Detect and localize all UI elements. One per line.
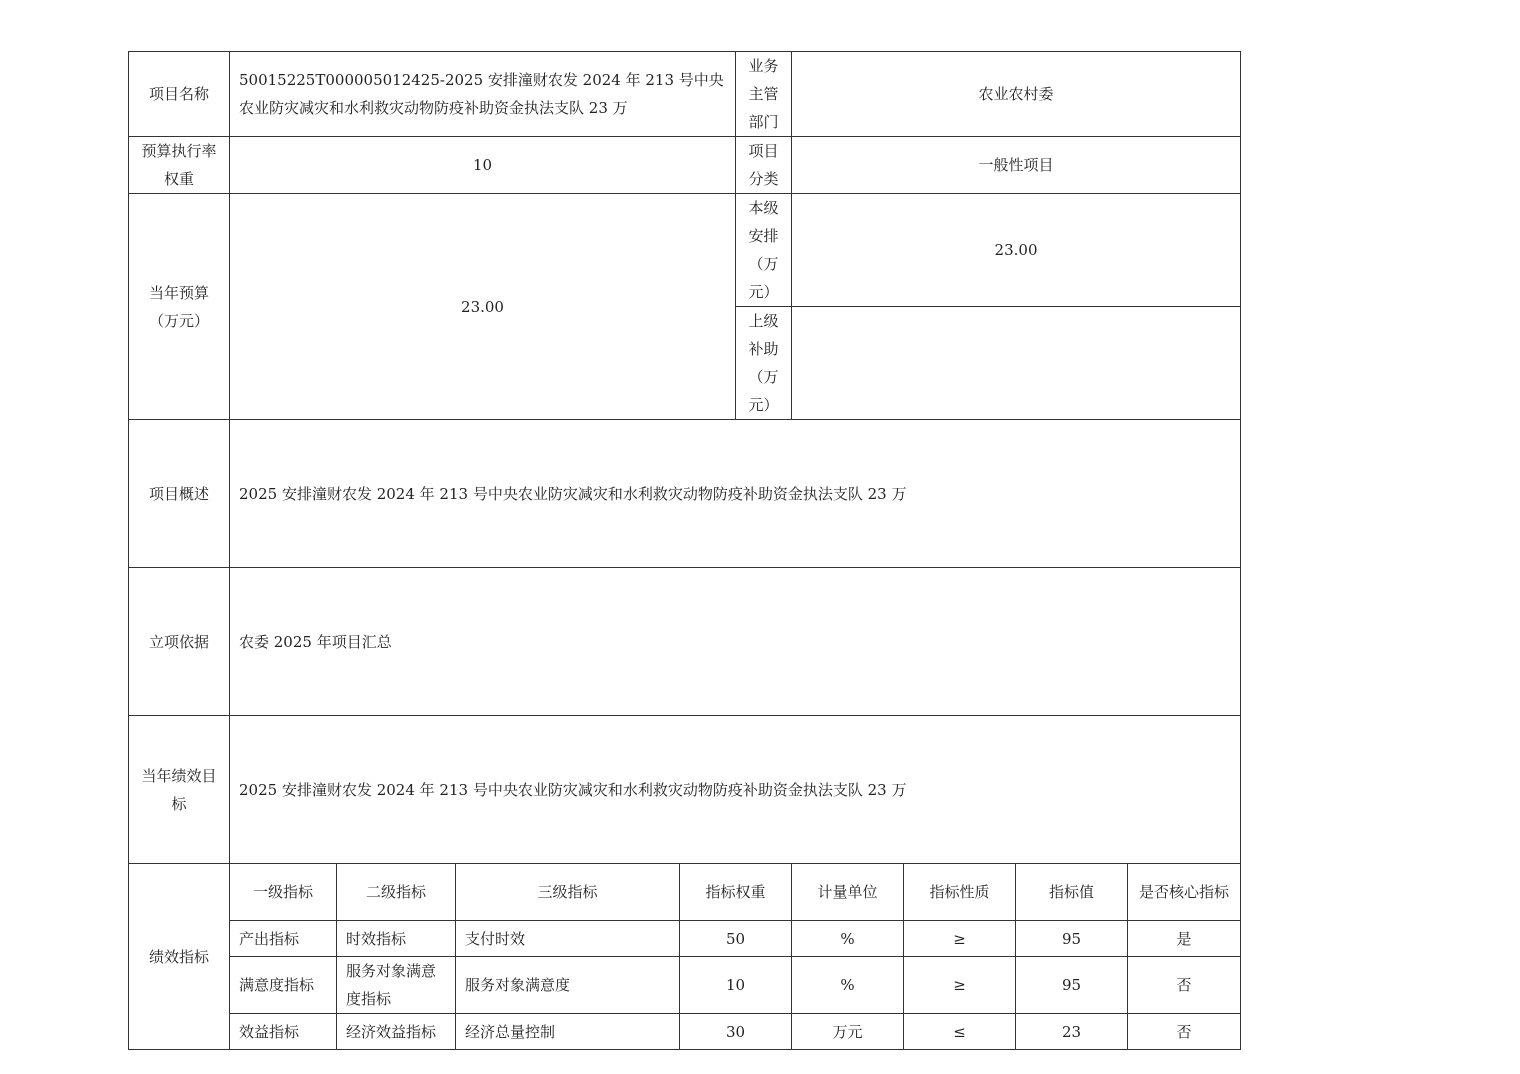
header-core: 是否核心指标 bbox=[1128, 864, 1241, 921]
value-annual-goal: 2025 安排潼财农发 2024 年 213 号中央农业防灾减灾和水利救灾动物防疫补助资金执法支队 23 万 bbox=[230, 716, 1241, 864]
header-value: 指标值 bbox=[1016, 864, 1128, 921]
label-department: 业务主管部门 bbox=[736, 52, 792, 137]
value-category: 一般性项目 bbox=[792, 137, 1241, 194]
value-local-arrangement: 23.00 bbox=[792, 194, 1241, 307]
indicator-row bbox=[129, 1014, 1241, 1050]
indicator-row bbox=[129, 957, 1241, 1014]
cell-unit: % bbox=[792, 921, 904, 957]
row-project-name bbox=[129, 52, 1241, 137]
cell-core: 是 bbox=[1128, 921, 1241, 957]
row-basis bbox=[129, 568, 1241, 716]
value-upper-subsidy bbox=[792, 307, 1241, 420]
label-upper-subsidy: 上级补助（万元） bbox=[736, 307, 792, 420]
cell-nature: ≤ bbox=[904, 1014, 1016, 1050]
cell-value: 95 bbox=[1016, 921, 1128, 957]
header-nature: 指标性质 bbox=[904, 864, 1016, 921]
row-annual-goal bbox=[129, 716, 1241, 864]
label-current-budget: 当年预算（万元） bbox=[129, 194, 230, 420]
header-level3: 三级指标 bbox=[456, 864, 680, 921]
cell-nature: ≥ bbox=[904, 957, 1016, 1014]
project-table-sheet bbox=[128, 51, 1240, 1050]
value-current-budget: 23.00 bbox=[230, 194, 736, 420]
label-basis: 立项依据 bbox=[129, 568, 230, 716]
cell-level3: 支付时效 bbox=[456, 921, 680, 957]
value-basis: 农委 2025 年项目汇总 bbox=[230, 568, 1241, 716]
value-project-name: 50015225T000005012425-2025 安排潼财农发 2024 年 213 号中央农业防灾减灾和水利救灾动物防疫补助资金执法支队 23 万 bbox=[230, 52, 736, 137]
cell-level1: 产出指标 bbox=[230, 921, 337, 957]
header-level1: 一级指标 bbox=[230, 864, 337, 921]
indicator-header-row bbox=[129, 864, 1241, 921]
row-budget-local bbox=[129, 194, 1241, 307]
cell-level3: 服务对象满意度 bbox=[456, 957, 680, 1014]
indicator-row bbox=[129, 921, 1241, 957]
cell-unit: % bbox=[792, 957, 904, 1014]
cell-weight: 30 bbox=[680, 1014, 792, 1050]
value-department: 农业农村委 bbox=[792, 52, 1241, 137]
label-annual-goal: 当年绩效目标 bbox=[129, 716, 230, 864]
value-overview: 2025 安排潼财农发 2024 年 213 号中央农业防灾减灾和水利救灾动物防疫补助资金执法支队 23 万 bbox=[230, 420, 1241, 568]
cell-value: 23 bbox=[1016, 1014, 1128, 1050]
project-performance-table bbox=[128, 51, 1241, 1050]
cell-unit: 万元 bbox=[792, 1014, 904, 1050]
header-level2: 二级指标 bbox=[337, 864, 456, 921]
header-unit: 计量单位 bbox=[792, 864, 904, 921]
label-category: 项目分类 bbox=[736, 137, 792, 194]
label-exec-weight: 预算执行率权重 bbox=[129, 137, 230, 194]
row-overview bbox=[129, 420, 1241, 568]
value-exec-weight: 10 bbox=[230, 137, 736, 194]
row-exec-weight bbox=[129, 137, 1241, 194]
cell-value: 95 bbox=[1016, 957, 1128, 1014]
cell-level2: 经济效益指标 bbox=[337, 1014, 456, 1050]
cell-core: 否 bbox=[1128, 1014, 1241, 1050]
cell-weight: 10 bbox=[680, 957, 792, 1014]
label-local-arrangement: 本级安排（万元） bbox=[736, 194, 792, 307]
cell-core: 否 bbox=[1128, 957, 1241, 1014]
label-indicators: 绩效指标 bbox=[129, 864, 230, 1050]
cell-level1: 效益指标 bbox=[230, 1014, 337, 1050]
label-project-name: 项目名称 bbox=[129, 52, 230, 137]
header-weight: 指标权重 bbox=[680, 864, 792, 921]
cell-weight: 50 bbox=[680, 921, 792, 957]
cell-level1: 满意度指标 bbox=[230, 957, 337, 1014]
cell-nature: ≥ bbox=[904, 921, 1016, 957]
cell-level3: 经济总量控制 bbox=[456, 1014, 680, 1050]
label-overview: 项目概述 bbox=[129, 420, 230, 568]
cell-level2: 时效指标 bbox=[337, 921, 456, 957]
cell-level2: 服务对象满意度指标 bbox=[337, 957, 456, 1014]
